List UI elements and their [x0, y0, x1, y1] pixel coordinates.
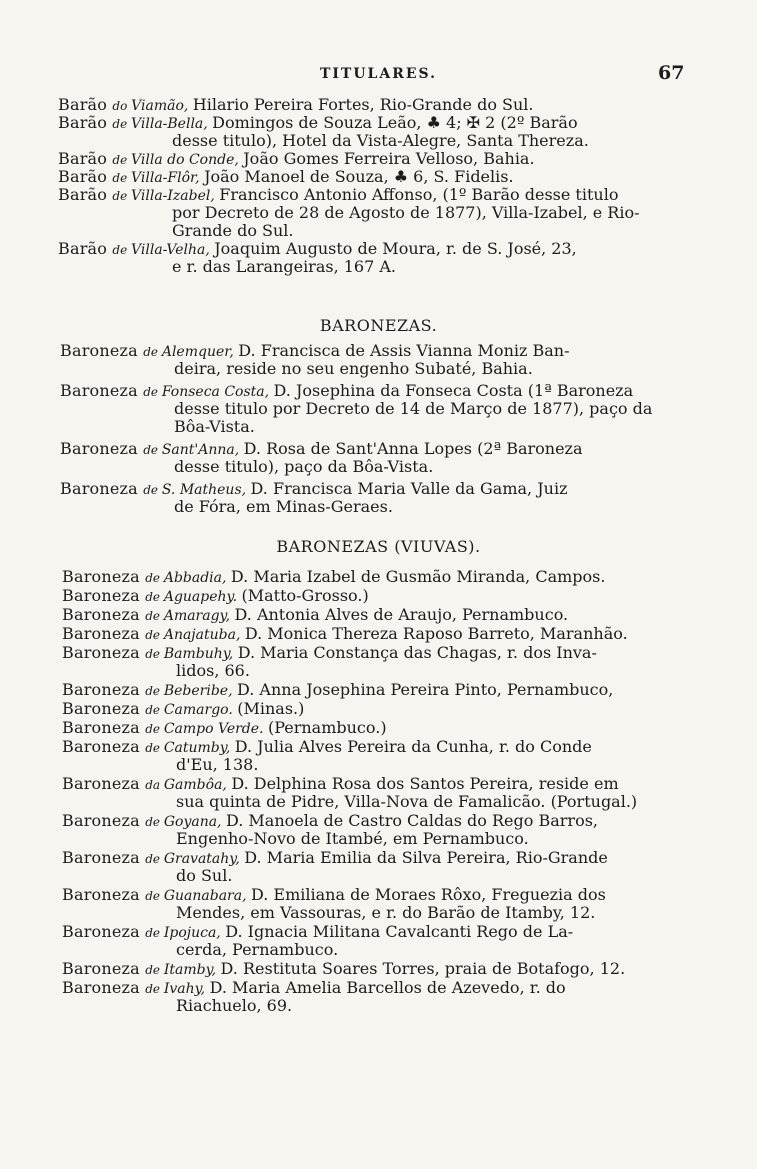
entry-continuation-line [58, 132, 698, 150]
entry-title: Viamão, [131, 98, 193, 114]
entry-prefix: Baroneza [62, 567, 146, 586]
entry-text: (Minas.) [237, 699, 305, 718]
entry-text: cerda, Pernambuco. [176, 940, 339, 959]
entry-title: Ivahy, [163, 981, 210, 997]
entry-first-line [58, 114, 698, 132]
entry-viuvas [62, 606, 702, 624]
entry-title: Camargo. [163, 702, 238, 718]
entry-first-line [62, 587, 702, 605]
entry-first-line [62, 812, 702, 830]
entry-particle: de [145, 571, 164, 585]
entry-prefix: Baroneza [62, 922, 146, 941]
entry-particle: de [143, 443, 162, 457]
entry-baronezas [60, 440, 700, 476]
entry-particle: do [112, 99, 132, 113]
entry-first-line [62, 719, 702, 737]
entry-continuation-line [58, 222, 698, 240]
entry-continuation-line [62, 830, 702, 848]
entry-text: Mendes, em Vassouras, e r. do Barão de Itamby, 12. [176, 903, 596, 922]
entry-title: Sant'Anna, [161, 442, 244, 458]
entry-continuation-line [60, 458, 700, 476]
entry-prefix: Barão [58, 167, 113, 186]
entry-particle: de [145, 628, 164, 642]
entry-title: Guanabara, [163, 888, 251, 904]
entry-prefix: Baroneza [62, 978, 146, 997]
entry-first-line [60, 342, 700, 360]
entry-prefix: Baroneza [62, 605, 146, 624]
entry-first-line [62, 700, 702, 718]
entry-title: Campo Verde. [163, 721, 268, 737]
entry-first-line [60, 440, 700, 458]
entry-baroes [58, 186, 698, 240]
entry-particle: de [112, 117, 132, 131]
entry-continuation-line [62, 662, 702, 680]
entry-particle: de [143, 483, 162, 497]
entry-prefix: Baroneza [62, 811, 146, 830]
entry-baronezas [60, 480, 700, 516]
entry-continuation-line [58, 204, 698, 222]
entry-particle: de [145, 926, 164, 940]
entry-title: S. Matheus, [161, 482, 251, 498]
entry-text: do Sul. [176, 866, 233, 885]
entry-text: D. Julia Alves Pereira da Cunha, r. do Conde [234, 737, 592, 756]
entry-prefix: Baroneza [62, 848, 146, 867]
entry-viuvas [62, 625, 702, 643]
entry-title: Goyana, [163, 814, 226, 830]
entry-text: (Matto-Grosso.) [241, 586, 369, 605]
entry-title: Villa-Bella, [131, 116, 213, 132]
entry-particle: de [145, 684, 164, 698]
entry-baronezas [60, 382, 700, 436]
entry-first-line [62, 775, 702, 793]
entry-particle: de [145, 722, 164, 736]
entry-text: D. Anna Josephina Pereira Pinto, Pernambuco, [236, 680, 614, 699]
entry-prefix: Baroneza [62, 718, 146, 737]
entry-text: Domingos de Souza Leão, ♣ 4; ✠ 2 (2º Barão [212, 113, 578, 132]
entry-text: deira, reside no seu engenho Subaté, Bahia. [174, 359, 533, 378]
entry-first-line [62, 606, 702, 624]
entry-particle: de [145, 703, 164, 717]
entry-text: D. Restituta Soares Torres, praia de Botafogo, 12. [220, 959, 626, 978]
entry-particle: de [145, 647, 164, 661]
entry-first-line [58, 168, 698, 186]
entry-title: Gambôa, [163, 777, 232, 793]
entry-title: Aguapehy. [163, 589, 242, 605]
entry-first-line [62, 738, 702, 756]
entry-prefix: Baroneza [62, 680, 146, 699]
entry-particle: de [145, 852, 164, 866]
entry-text: João Gomes Ferreira Velloso, Bahia. [243, 149, 535, 168]
entry-viuvas [62, 960, 702, 978]
entry-first-line [58, 240, 698, 258]
entry-viuvas [62, 979, 702, 1015]
entry-continuation-line [60, 418, 700, 436]
entry-continuation-line [60, 400, 700, 418]
entry-text: D. Monica Thereza Raposo Barreto, Maranhão. [244, 624, 628, 643]
entry-viuvas [62, 886, 702, 922]
entry-title: Itamby, [163, 962, 221, 978]
entry-text: lidos, 66. [176, 661, 250, 680]
entry-title: Gravatahy, [163, 851, 245, 867]
entry-baroes [58, 150, 698, 168]
entry-first-line [58, 96, 698, 114]
entry-text: D. Maria Izabel de Gusmão Miranda, Campos. [230, 567, 606, 586]
entry-baronezas [60, 342, 700, 378]
entry-title: Villa-Flôr, [131, 170, 205, 186]
entry-particle: de [145, 963, 164, 977]
entry-prefix: Barão [58, 113, 113, 132]
entry-continuation-line [62, 867, 702, 885]
entry-viuvas [62, 812, 702, 848]
entry-text: D. Antonia Alves de Araujo, Pernambuco. [234, 605, 569, 624]
entry-text: (Pernambuco.) [267, 718, 387, 737]
entry-prefix: Baroneza [62, 885, 146, 904]
entry-first-line [60, 382, 700, 400]
entry-first-line [62, 568, 702, 586]
entry-text: Grande do Sul. [172, 221, 294, 240]
entry-continuation-line [62, 904, 702, 922]
entry-text: D. Rosa de Sant'Anna Lopes (2ª Baroneza [243, 439, 583, 458]
entry-text: João Manoel de Souza, ♣ 6, S. Fidelis. [204, 167, 514, 186]
entry-text: D. Ignacia Militana Cavalcanti Rego de La- [225, 922, 574, 941]
entry-text: D. Maria Emilia da Silva Pereira, Rio-Grande [244, 848, 608, 867]
entry-prefix: Barão [58, 95, 113, 114]
entry-viuvas [62, 849, 702, 885]
entry-title: Villa-Izabel, [131, 188, 220, 204]
entry-first-line [62, 625, 702, 643]
entry-first-line [62, 979, 702, 997]
entry-title: Villa do Conde, [131, 152, 244, 168]
entry-prefix: Baroneza [60, 479, 144, 498]
section-heading-baronezas: BARONEZAS. [319, 316, 438, 335]
entry-text: Hilario Pereira Fortes, Rio-Grande do Sul. [192, 95, 534, 114]
entry-prefix: Baroneza [62, 774, 146, 793]
entry-first-line [60, 480, 700, 498]
page-title: TITULARES. [319, 66, 438, 82]
entry-particle: de [145, 815, 164, 829]
page-number: 67 [658, 62, 685, 84]
entry-text: D. Francisca de Assis Vianna Moniz Ban- [238, 341, 570, 360]
entry-particle: de [145, 590, 164, 604]
entry-first-line [62, 681, 702, 699]
entry-text: Engenho-Novo de Itambé, em Pernambuco. [176, 829, 529, 848]
entry-title: Abbadia, [163, 570, 231, 586]
entry-text: D. Maria Constança das Chagas, r. dos Inva- [237, 643, 597, 662]
entry-continuation-line [60, 498, 700, 516]
entry-particle: de [112, 189, 132, 203]
entry-prefix: Baroneza [60, 439, 144, 458]
entry-prefix: Baroneza [60, 381, 144, 400]
entry-prefix: Barão [58, 239, 113, 258]
entry-prefix: Baroneza [62, 737, 146, 756]
entry-particle: de [112, 153, 132, 167]
entry-viuvas [62, 923, 702, 959]
entry-text: e r. das Larangeiras, 167 A. [172, 257, 397, 276]
entry-first-line [58, 186, 698, 204]
entry-continuation-line [62, 997, 702, 1015]
entry-first-line [62, 886, 702, 904]
entry-prefix: Barão [58, 149, 113, 168]
entry-title: Alemquer, [161, 344, 239, 360]
entry-title: Ipojuca, [163, 925, 226, 941]
entry-continuation-line [58, 258, 698, 276]
entry-first-line [58, 150, 698, 168]
entry-viuvas [62, 738, 702, 774]
page-header [0, 62, 757, 90]
entry-viuvas [62, 681, 702, 699]
section-heading-viuvas: BARONEZAS (VIUVAS). [276, 537, 481, 556]
entry-prefix: Baroneza [62, 586, 146, 605]
entry-continuation-line [62, 756, 702, 774]
entry-particle: de [145, 609, 164, 623]
entry-text: d'Eu, 138. [176, 755, 259, 774]
entry-text: Bôa-Vista. [174, 417, 255, 436]
entry-prefix: Baroneza [62, 959, 146, 978]
entry-title: Catumby, [163, 740, 235, 756]
entry-prefix: Baroneza [62, 643, 146, 662]
entry-particle: de [145, 741, 164, 755]
entry-title: Villa-Velha, [131, 242, 215, 258]
entry-text: desse titulo), paço da Bôa-Vista. [174, 457, 434, 476]
entry-text: de Fóra, em Minas-Geraes. [174, 497, 393, 516]
entry-text: D. Manoela de Castro Caldas do Rego Barros, [225, 811, 598, 830]
entry-text: D. Delphina Rosa dos Santos Pereira, reside em [231, 774, 619, 793]
entry-continuation-line [62, 941, 702, 959]
entry-prefix: Baroneza [60, 341, 144, 360]
entry-particle: de [112, 243, 132, 257]
entry-first-line [62, 923, 702, 941]
entry-baroes [58, 96, 698, 114]
entry-baroes [58, 240, 698, 276]
entry-viuvas [62, 568, 702, 586]
entry-baroes [58, 168, 698, 186]
entry-particle: de [143, 385, 162, 399]
entry-viuvas [62, 719, 702, 737]
entry-particle: de [143, 345, 162, 359]
entry-particle: da [145, 778, 164, 792]
entry-continuation-line [62, 793, 702, 811]
entry-particle: de [145, 982, 164, 996]
entry-text: desse titulo por Decreto de 14 de Março de 1877), paço da [174, 399, 653, 418]
entry-text: Riachuelo, 69. [176, 996, 293, 1015]
entry-title: Beberibe, [163, 683, 237, 699]
entry-text: D. Francisca Maria Valle da Gama, Juiz [250, 479, 568, 498]
entry-text: sua quinta de Pidre, Villa-Nova de Famalicão. (Portugal.) [176, 792, 638, 811]
entry-text: Francisco Antonio Affonso, (1º Barão desse titulo [219, 185, 619, 204]
entry-viuvas [62, 775, 702, 811]
entry-text: D. Josephina da Fonseca Costa (1ª Baroneza [273, 381, 634, 400]
entry-text: Joaquim Augusto de Moura, r. de S. José, 23, [214, 239, 577, 258]
entry-particle: de [145, 889, 164, 903]
entry-text: D. Maria Amelia Barcellos de Azevedo, r. do [209, 978, 566, 997]
entry-prefix: Baroneza [62, 699, 146, 718]
entry-baroes [58, 114, 698, 150]
entry-text: D. Emiliana de Moraes Rôxo, Freguezia dos [251, 885, 606, 904]
entry-prefix: Barão [58, 185, 113, 204]
entry-title: Amaragy, [163, 608, 235, 624]
entry-first-line [62, 960, 702, 978]
entry-title: Bambuhy, [163, 646, 238, 662]
entry-title: Anajatuba, [163, 627, 245, 643]
entry-title: Fonseca Costa, [161, 384, 274, 400]
entry-prefix: Baroneza [62, 624, 146, 643]
entry-text: desse titulo), Hotel da Vista-Alegre, Santa Thereza. [172, 131, 589, 150]
entry-viuvas [62, 644, 702, 680]
entry-particle: de [112, 171, 132, 185]
entry-continuation-line [60, 360, 700, 378]
entry-viuvas [62, 700, 702, 718]
entry-text: por Decreto de 28 de Agosto de 1877), Villa-Izabel, e Rio- [172, 203, 640, 222]
entry-first-line [62, 644, 702, 662]
entry-first-line [62, 849, 702, 867]
entry-viuvas [62, 587, 702, 605]
